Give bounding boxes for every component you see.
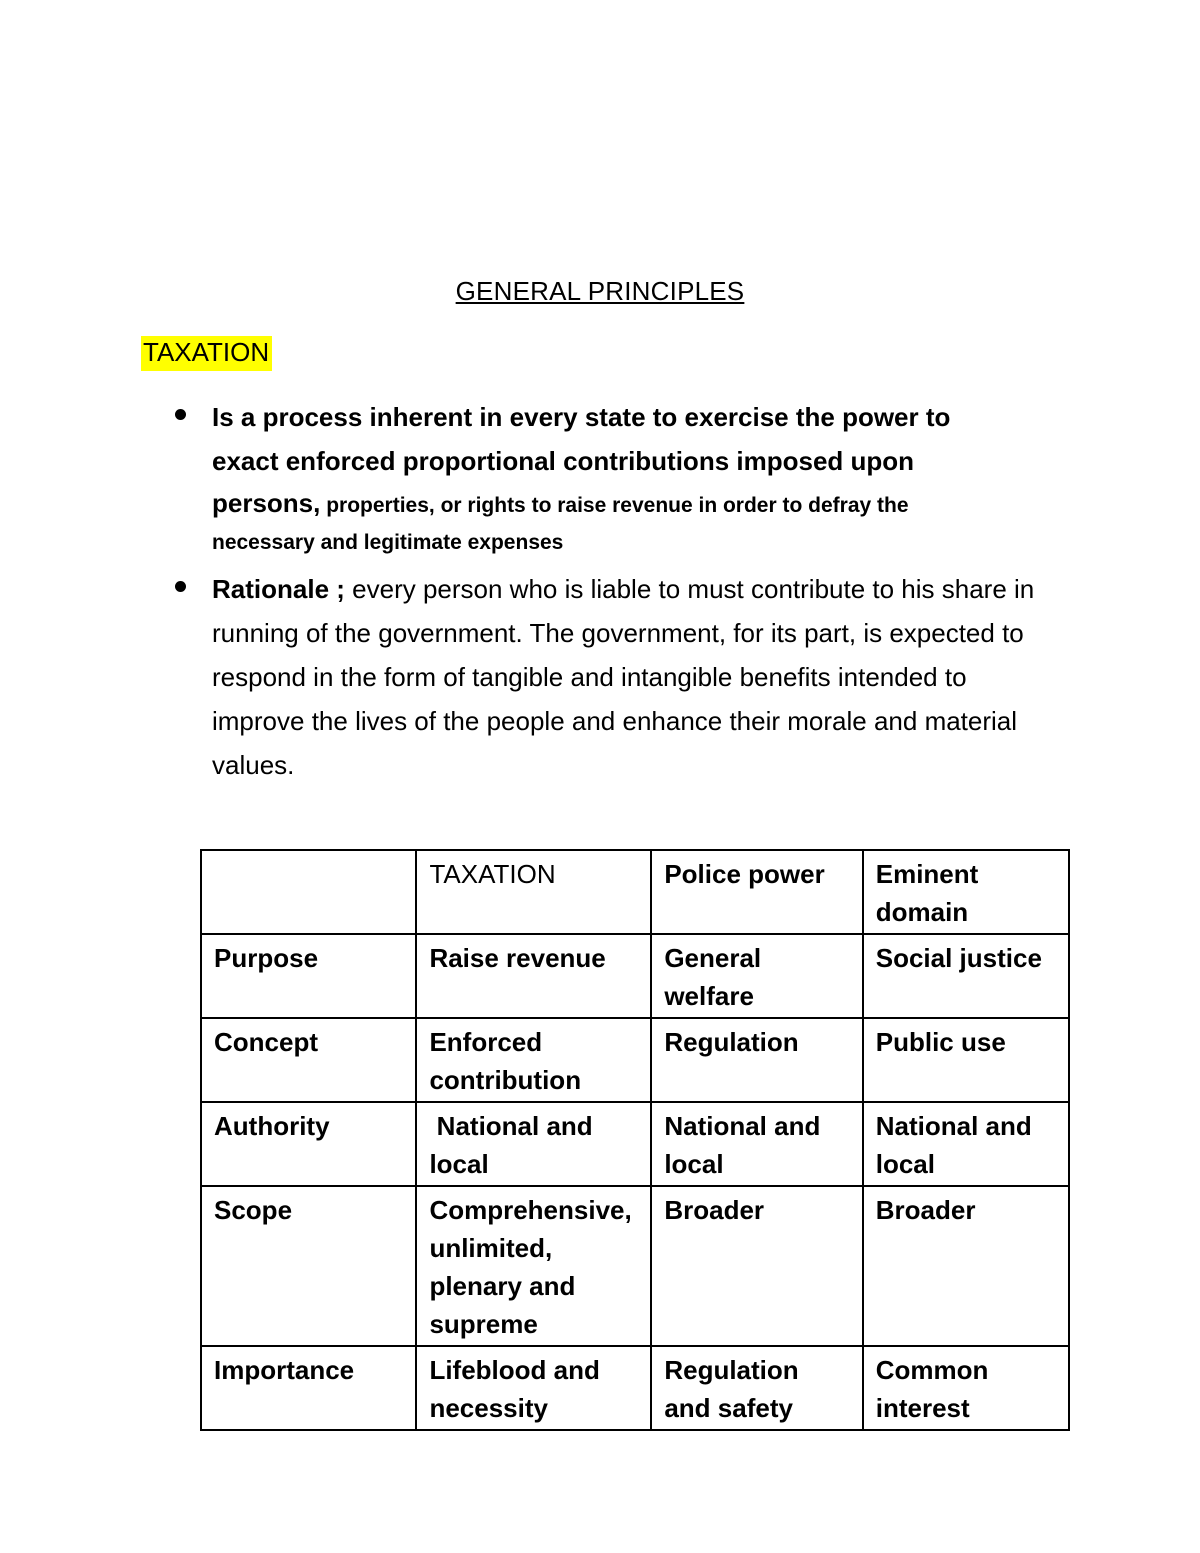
definition-line-2: exact enforced proportional contributions imposed upon xyxy=(212,446,915,476)
table-cell: National and local xyxy=(863,1102,1069,1186)
table-cell: Broader xyxy=(863,1186,1069,1346)
table-header-cell: Eminent domain xyxy=(863,850,1069,934)
table-cell: Regulation and safety xyxy=(651,1346,862,1430)
table-cell: Importance xyxy=(201,1346,416,1430)
table-header-cell: TAXATION xyxy=(416,850,651,934)
bullet-definition xyxy=(0,395,1052,563)
bullet-dot-icon xyxy=(175,409,186,420)
rationale-paragraph xyxy=(212,567,1052,787)
table-cell: Social justice xyxy=(863,934,1069,1018)
section-heading: TAXATION xyxy=(141,336,272,371)
table-header-cell: Police power xyxy=(651,850,862,934)
table-cell: Authority xyxy=(201,1102,416,1186)
table-cell: Purpose xyxy=(201,934,416,1018)
table-cell: National and local xyxy=(651,1102,862,1186)
rationale-label: Rationale ; xyxy=(212,574,345,604)
table-cell: Concept xyxy=(201,1018,416,1102)
bullet-rationale xyxy=(0,567,1052,787)
rationale-text: every person who is liable to must contribute to his share in running of the government. The government, for its part, is expected to respond in the form of tangible and intangible benefits intended to improve the lives of the people and enhance their morale and material values. xyxy=(212,574,1035,780)
table-cell: Enforced contribution xyxy=(416,1018,651,1102)
table-cell: Common interest xyxy=(863,1346,1069,1430)
table-cell: Scope xyxy=(201,1186,416,1346)
table-cell: Raise revenue xyxy=(416,934,651,1018)
definition-line-3-rest: properties, or rights to raise revenue in order to defray the xyxy=(320,494,909,517)
definition-line-3-lead: persons, xyxy=(212,488,321,518)
table-cell: General welfare xyxy=(651,934,862,1018)
comparison-table xyxy=(200,849,1070,1431)
definition-line-3 xyxy=(212,483,1052,523)
table-cell: Public use xyxy=(863,1018,1069,1102)
table-row xyxy=(201,1186,1069,1346)
table-cell: Regulation xyxy=(651,1018,862,1102)
table-row xyxy=(201,934,1069,1018)
definition-line-1: Is a process inherent in every state to exercise the power to xyxy=(212,402,951,432)
table-header-row xyxy=(201,850,1069,934)
bullet-dot-icon xyxy=(175,581,186,592)
table-cell: Broader xyxy=(651,1186,862,1346)
definition-line-4: necessary and legitimate expenses xyxy=(212,531,564,554)
table-cell: Comprehensive, unlimited, plenary and supreme xyxy=(416,1186,651,1346)
table-row xyxy=(201,1102,1069,1186)
table-row xyxy=(201,1018,1069,1102)
bullet-list xyxy=(0,395,1200,787)
page-title: GENERAL PRINCIPLES xyxy=(455,276,745,306)
table-row xyxy=(201,1346,1069,1430)
table-header-cell xyxy=(201,850,416,934)
table-cell: Lifeblood and necessity xyxy=(416,1346,651,1430)
table-cell: National and local xyxy=(416,1102,651,1186)
